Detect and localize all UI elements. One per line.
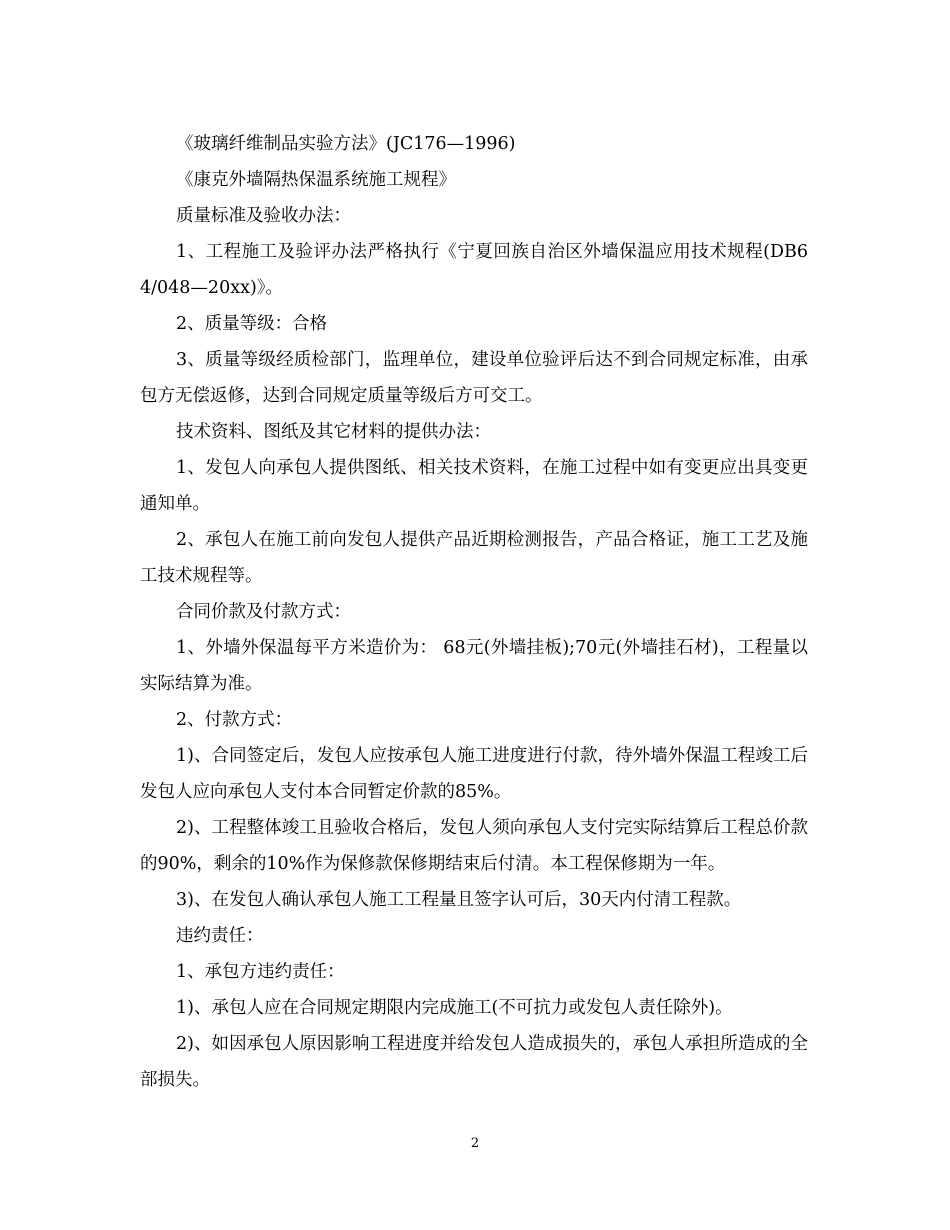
paragraph-materials-2: 2、承包人在施工前向发包人提供产品近期检测报告，产品合格证，施工工艺及施工技术规程等。 (140, 530, 808, 586)
paragraph-quality-1: 1、工程施工及验评办法严格执行《宁夏回族自治区外墙保温应用技术规程(DB64/048—20xx)》。 (140, 242, 808, 298)
paragraph-payment-3: 3)、在发包人确认承包人施工工程量且签字认可后，30天内付清工程款。 (176, 890, 742, 910)
section-heading-price-payment: 合同价款及付款方式： (176, 602, 351, 622)
paragraph-quality-2: 2、质量等级：合格 (176, 314, 328, 334)
paragraph-price-1: 1、外墙外保温每平方米造价为： 68元(外墙挂板);70元(外墙挂石材)，工程量以实际结算为准。 (140, 638, 808, 694)
paragraph-materials-1: 1、发包人向承包人提供图纸、相关技术资料，在施工过程中如有变更应出具变更通知单。 (140, 458, 808, 514)
paragraph-contractor-liability: 1、承包方违约责任： (176, 962, 345, 982)
page-number: 2 (470, 1136, 480, 1151)
section-heading-materials: 技术资料、图纸及其它材料的提供办法： (176, 422, 491, 442)
section-heading-liability: 违约责任： (176, 926, 264, 946)
paragraph-payment-1: 1)、合同签定后，发包人应按承包人施工进度进行付款，待外墙外保温工程竣工后发包人应向承包人支付本合同暂定价款的85%。 (140, 746, 808, 802)
paragraph-liability-1: 1)、承包人应在合同规定期限内完成施工(不可抗力或发包人责任除外)。 (176, 998, 733, 1018)
paragraph-standard-glass-fiber: 《玻璃纤维制品实验方法》(JC176—1996) (176, 134, 516, 154)
paragraph-payment-2: 2)、工程整体竣工且验收合格后，发包人须向承包人支付完实际结算后工程总价款的90%，剩余的10%作为保修款保修期结束后付清。本工程保修期为一年。 (140, 818, 808, 874)
document-body (140, 126, 808, 1098)
paragraph-standard-kangke: 《康克外墙隔热保温系统施工规程》 (176, 170, 456, 190)
paragraph-quality-3: 3、质量等级经质检部门，监理单位，建设单位验评后达不到合同规定标准，由承包方无偿返修，达到合同规定质量等级后方可交工。 (140, 350, 808, 406)
section-heading-quality: 质量标准及验收办法： (176, 206, 351, 226)
paragraph-liability-2: 2)、如因承包人原因影响工程进度并给发包人造成损失的，承包人承担所造成的全部损失。 (140, 1034, 808, 1090)
paragraph-payment-method: 2、付款方式： (176, 710, 293, 730)
